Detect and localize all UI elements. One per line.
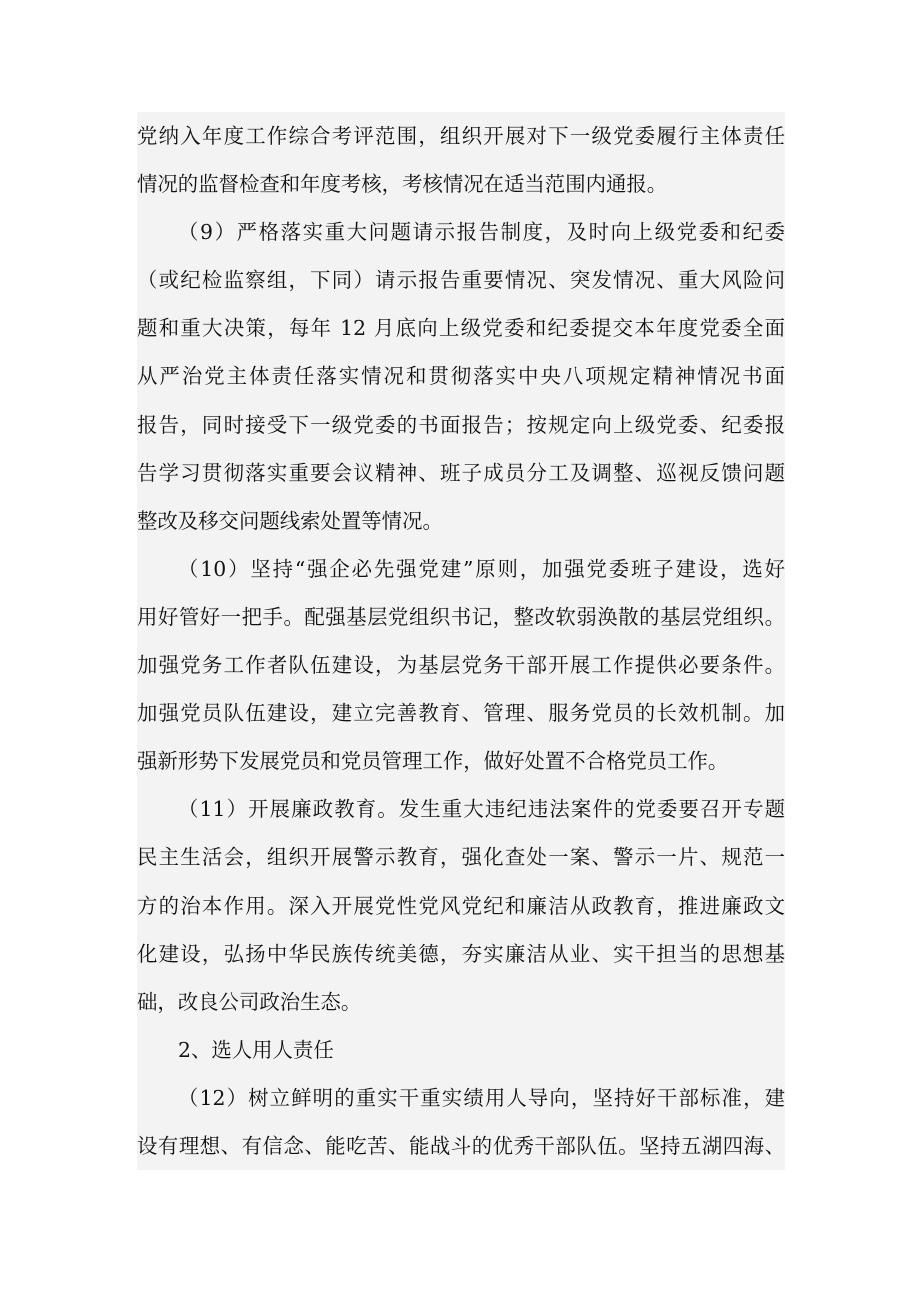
text-line: 础，改良公司政治生态。: [137, 989, 362, 1014]
text-line: （12）树立鲜明的重实干重实绩用人导向，坚持好干部标准，建: [178, 1085, 785, 1110]
text-line: 题和重大决策，每年 12 月底向上级党委和纪委提交本年度党委全面: [137, 316, 785, 341]
text-line: 强新形势下发展党员和党员管理工作，做好处置不合格党员工作。: [137, 749, 729, 774]
text-line: 情况的监督检查和年度考核，考核情况在适当范围内通报。: [137, 172, 668, 197]
text-line: 方的治本作用。深入开展党性党风党纪和廉洁从政教育，推进廉政文: [137, 893, 785, 918]
text-line: （11）开展廉政教育。发生重大违纪违法案件的党委要召开专题: [178, 797, 785, 822]
text-line: 加强党务工作者队伍建设，为基层党务干部开展工作提供必要条件。: [137, 653, 785, 678]
text-line: （9）严格落实重大问题请示报告制度，及时向上级党委和纪委: [178, 220, 785, 245]
text-line: 民主生活会，组织开展警示教育，强化查处一案、警示一片、规范一: [137, 845, 785, 870]
text-line: 设有理想、有信念、能吃苦、能战斗的优秀干部队伍。坚持五湖四海、: [137, 1133, 785, 1158]
text-line: 加强党员队伍建设，建立完善教育、管理、服务党员的长效机制。加: [137, 701, 785, 726]
text-line: （10）坚持“强企必先强党建”原则，加强党委班子建设，选好: [178, 556, 785, 581]
text-line: 从严治党主体责任落实情况和贯彻落实中央八项规定精神情况书面: [137, 364, 785, 389]
text-line: 用好管好一把手。配强基层党组织书记，整改软弱涣散的基层党组织。: [137, 604, 785, 629]
text-lines: [137, 112, 785, 1170]
text-line: 化建设，弘扬中华民族传统美德，夯实廉洁从业、实干担当的思想基: [137, 941, 785, 966]
text-line: 党纳入年度工作综合考评范围，组织开展对下一级党委履行主体责任: [137, 124, 785, 148]
section-heading: 2、选人用人责任: [178, 1037, 334, 1062]
text-line: 告学习贯彻落实重要会议精神、班子成员分工及调整、巡视反馈问题: [137, 460, 785, 485]
text-line: 整改及移交问题线索处置等情况。: [137, 508, 443, 533]
document-body: [137, 112, 785, 1170]
text-line: （或纪检监察组，下同）请示报告重要情况、突发情况、重大风险问: [137, 268, 785, 293]
text-line: 报告，同时接受下一级党委的书面报告；按规定向上级党委、纪委报: [137, 412, 785, 437]
